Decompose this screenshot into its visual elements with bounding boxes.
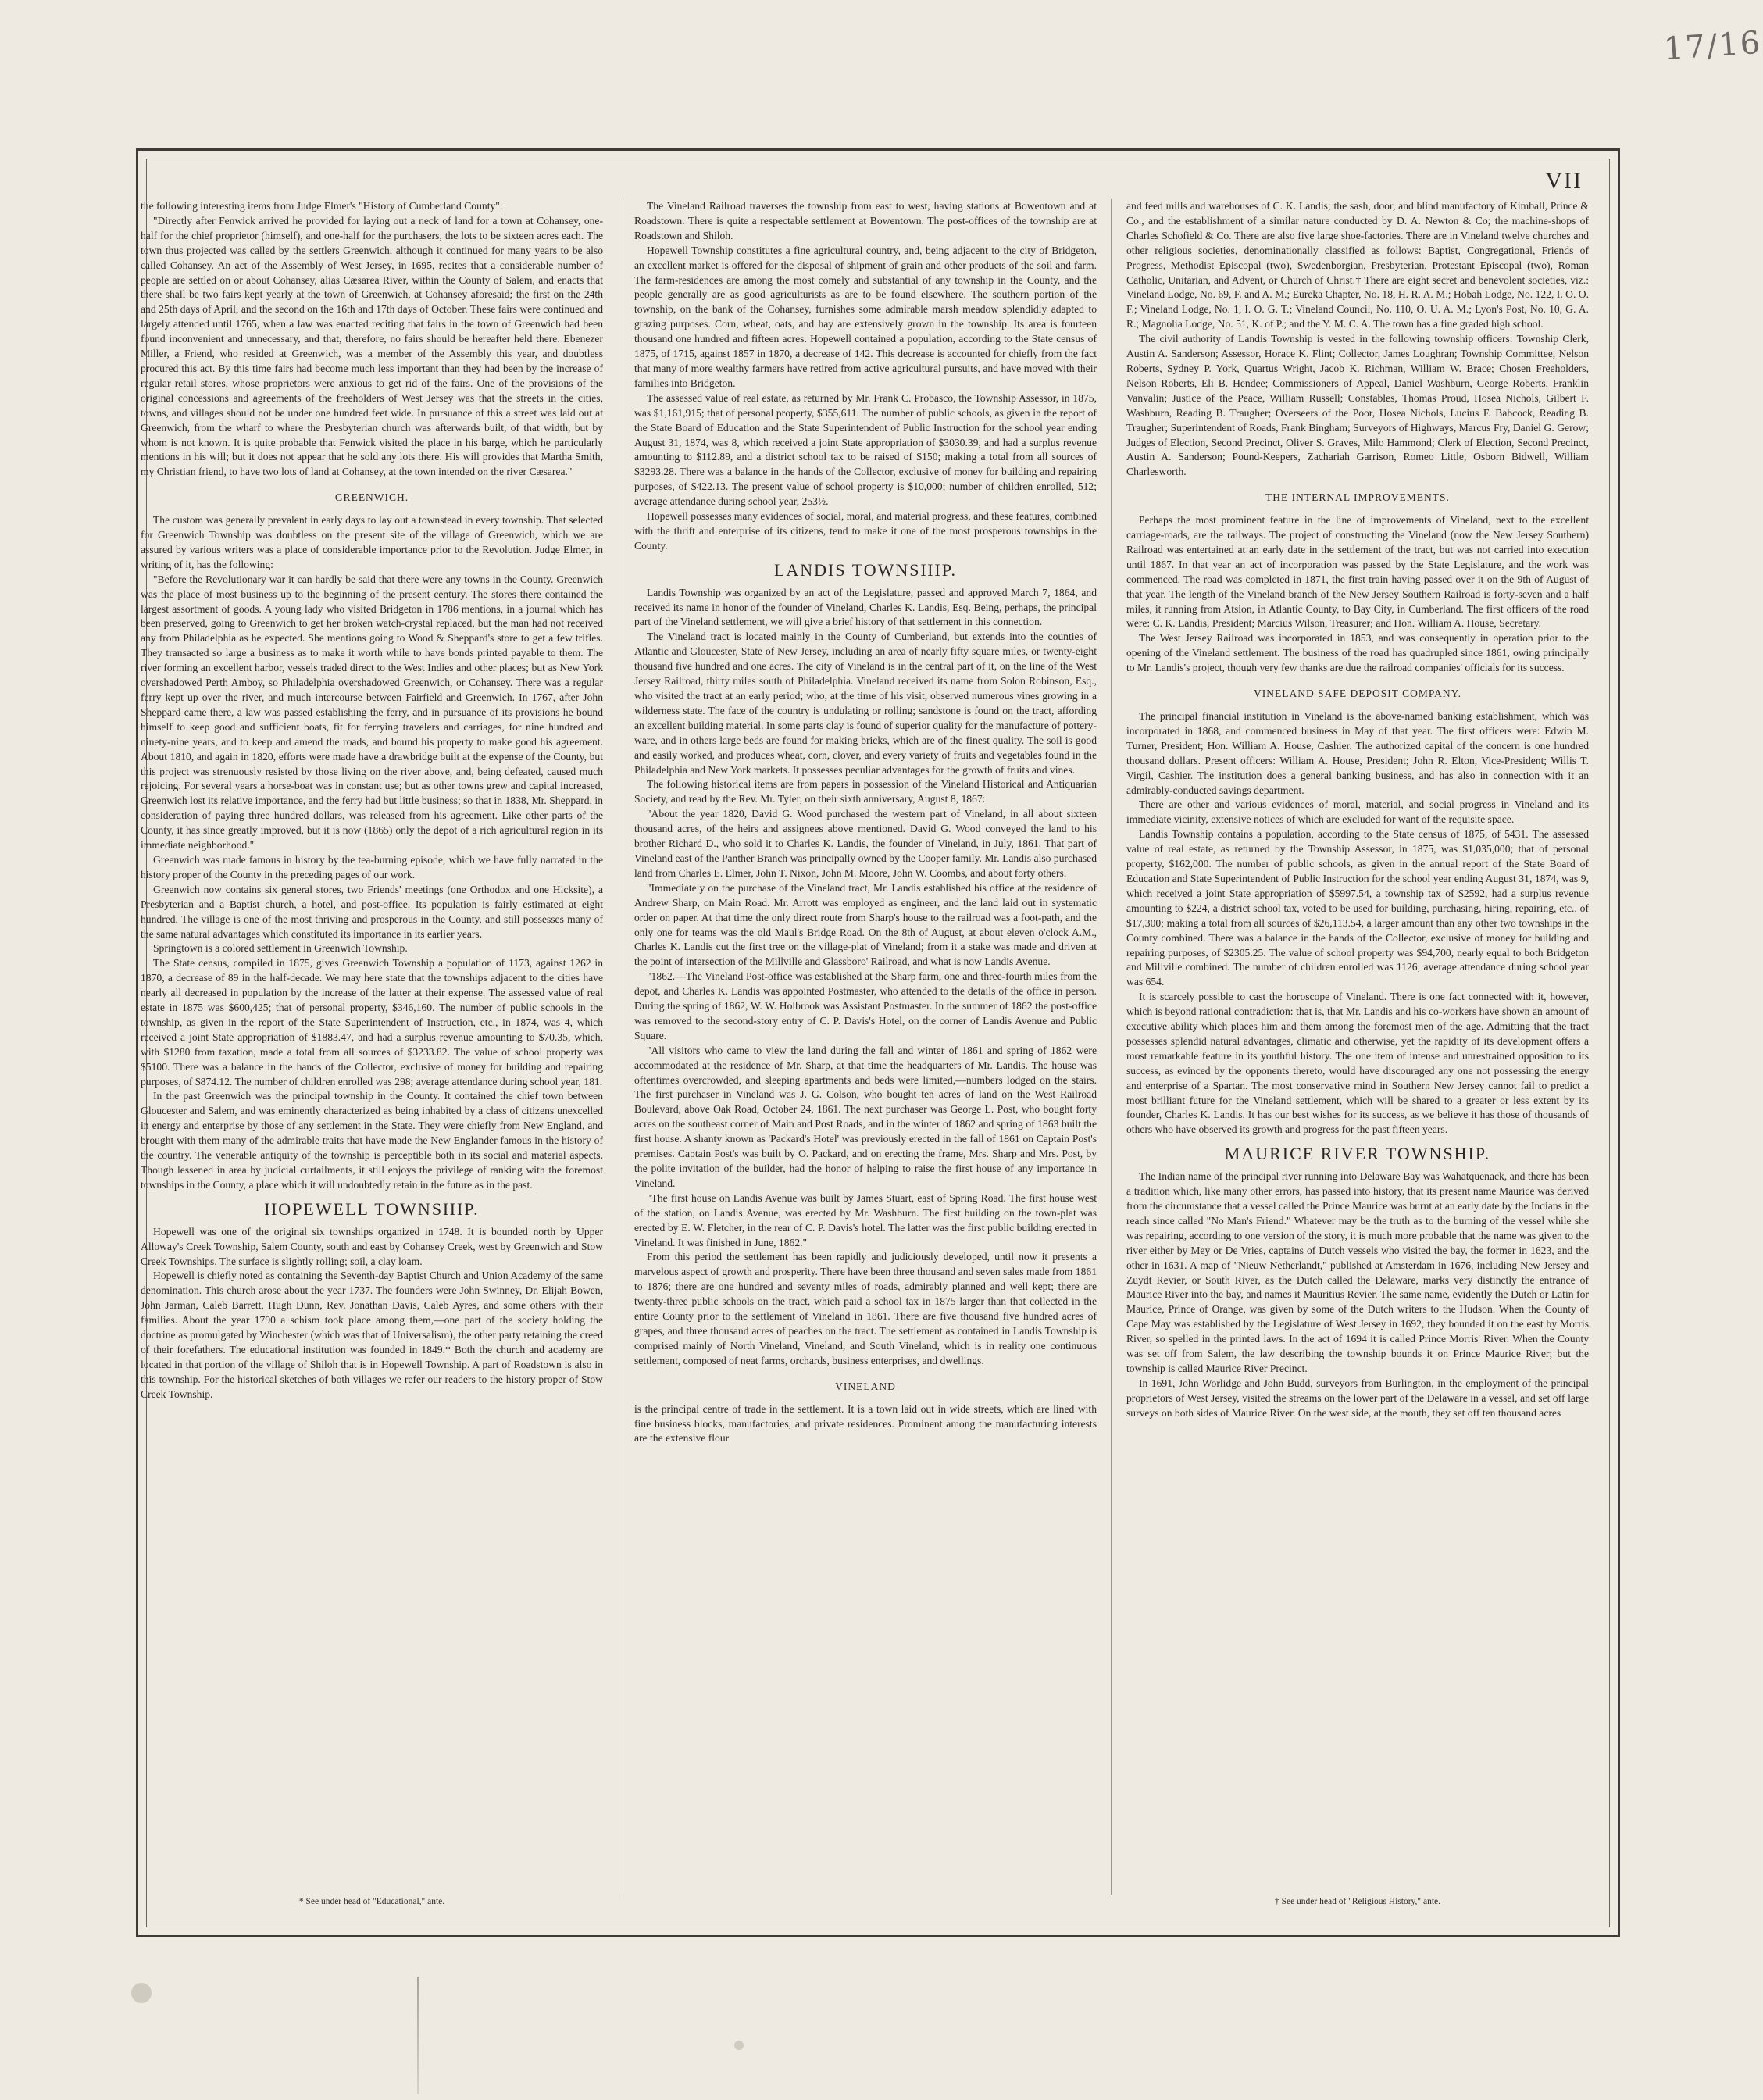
paper-stain <box>734 2041 744 2050</box>
column-2 <box>634 199 1097 1902</box>
paragraph: There are other and various evidences of moral, material, and social progress in Vineland and its immediate vicinity, extensive notices of which are excluded for want of the requisite space. <box>1126 798 1589 826</box>
paper-crease <box>417 1977 419 2094</box>
paragraph: is the principal centre of trade in the settlement. It is a town laid out in wide streets, which are lined with fine business blocks, manufactories, and private residences. Prominent among the manufacturing interests are the extensive flour <box>634 1402 1097 1445</box>
paragraph: In 1691, John Worlidge and John Budd, surveyors from Burlington, in the employment of the principal proprietors of West Jersey, visited the streams on the lower part of the Delaware in a vessel, and set off large surveys on both sides of Maurice River. On the west side, at the mouth, they set off ten thousand acres <box>1126 1377 1589 1419</box>
section-heading-maurice-river: MAURICE RIVER TOWNSHIP. <box>1224 1144 1491 1164</box>
paragraph: The custom was generally prevalent in early days to lay out a townstead in every township. That selected for Greenwich Township was doubtless on the present site of the village of Greenwich, which we are assured by various writers was a place of considerable importance prior to the Revolution. Judge Elmer, in writing of it, has the following: <box>141 514 603 570</box>
paragraph: Hopewell is chiefly noted as containing the Seventh-day Baptist Church and Union Academy of the same denomination. This church arose about the year 1737. The founders were John Swinney, Dr. Elijah Bowen, John Jarman, Caleb Barrett, Hugh Dunn, Rev. Jonathan Davis, Caleb Ayres, and some others with their families. About the year 1790 a schism took place among them,—one part of the society holding the doctrine as promulgated by Winchester (which was that of Universalism), the other party retaining the creed of their forefathers. The educational institution was founded in 1849.* Both the church and academy are located in that portion of the village of Shiloh that is in Hopewell Township. A part of Roadstown is also in this township. For the historical sketches of both villages we refer our readers to the history proper of Stow Creek Township. <box>141 1270 603 1400</box>
section-heading-greenwich: GREENWICH. <box>334 491 409 504</box>
paragraph: "The first house on Landis Avenue was built by James Stuart, east of Spring Road. The first house west of the station, on Landis Avenue, was erected by Mr. Washburn. The first building on the town-plat was erected by E. W. Fletcher, in the rear of C. P. Davis's hotel. The latter was the first public building erected in Vineland. It was finished in June, 1862." <box>634 1191 1097 1248</box>
paragraph: "About the year 1820, David G. Wood purchased the western part of Vineland, in all about sixteen thousand acres, of the heirs and assignees above mentioned. David G. Wood conveyed the land to his brother Richard D., who sold it to Charles K. Landis, the founder of Vineland, in July, 1861. That part of Vineland east of the Panther Branch was principally owned by the Cooper family. Mr. Landis also purchased land from Charles E. Elmer, John T. Nixon, John M. Moore, John W. Coombs, and about forty others. <box>634 808 1097 879</box>
column-3 <box>1126 199 1589 1902</box>
paragraph: Springtown is a colored settlement in Greenwich Township. <box>153 942 408 955</box>
paragraph: The Indian name of the principal river running into Delaware Bay was Wahatquenack, and there has been a tradition which, like many other errors, has passed into history, that its present name Maurice was derived from the circumstance that a vessel called the Prince Maurice was burnt at an early date by the Indians in the reach since called "No Man's Friend." Whatever may be the truth as to the burning of the vessel while she was repairing, according to one version of the story, it is much more probable that the name was given to the river either by Mey or De Vries, captains of Dutch vessels who visited the bay, the former in 1623, and the other in 1631. A map of "Nieuw Netherlandt," published at Amsterdam in 1676, including New Jersey and Zuydt Revier, or South River, as the Dutch called the Delaware, marks very distinctly the entrance of Maurice River into the bay, and names it Mauritius Revier. The same name, evidently the Dutch or Latin for Maurice, Prince of Orange, was given by some of the Dutch writers to the Hudson. When the County of Cape May was established by the Legislature of West Jersey in 1692, they bounded it on the east by Morris River, so spelled in the printed laws. In the act of 1694 it is called Prince Morris' River. When the County was set off from Salem, the law describing the township bounds it on Prince Maurice River; but the township is called Maurice River Precinct. <box>1126 1170 1589 1374</box>
paragraph: Hopewell was one of the original six townships organized in 1748. It is bounded north by Upper Alloway's Creek Township, Salem County, south and east by Cohansey Creek, west by Greenwich and Stow Creek Townships. The surface is slightly rolling; soil, a clay loam. <box>141 1225 603 1267</box>
paper-stain <box>131 1983 152 2003</box>
paragraph: Hopewell possesses many evidences of social, moral, and material progress, and these features, combined with the thrift and enterprise of its citizens, tend to make it one of the most prosperous townships in the County. <box>634 510 1097 552</box>
footnote-religious-history: † See under head of "Religious History," ante. <box>1274 1897 1441 1906</box>
section-heading-hopewell: HOPEWELL TOWNSHIP. <box>264 1198 480 1219</box>
text-columns <box>141 199 1593 1902</box>
handwritten-page-note: 17/16 <box>1662 24 1763 68</box>
paragraph: The State census, compiled in 1875, gives Greenwich Township a population of 1173, against 1262 in 1870, a decrease of 89 in the half-decade. We may here state that the townships adjacent to the cities have nearly all decreased in population by the increase of the latter at their expense. The assessed value of real estate in 1875 was $600,425; that of personal property, $346,160. The number of public schools in the township, as given in the report of the State Superintendent of Instruction, etc., in 1874, was 4, which received a joint State appropriation of $1883.47, and had a surplus revenue amounting to $70.35, which, with $1280 from taxation, made a total from all sources of $3233.82. The value of school property was $5100. There was a balance in the hands of the Collector, exclusive of money for building and repairing purposes, of $874.12. The number of children enrolled was 298; average attendance during school year, 181. <box>141 957 603 1088</box>
section-heading-landis: LANDIS TOWNSHIP. <box>773 559 958 580</box>
paragraph: and feed mills and warehouses of C. K. Landis; the sash, door, and blind manufactory of Kimball, Prince & Co., and the establishment of a similar nature conducted by D. A. Newton & Co; the machine-shops of Charles Schofield & Co. There are also five large shoe-factories. There are in Vineland twelve churches and other religious societies, denominationally classified as follows: Baptist, Congregational, Friends of Progress, Methodist Episcopal (two), Swedenborgian, Presbyterian, Protestant Episcopal (two), Roman Catholic, Unitarian, and Advent, or Church of Christ.† There are eight secret and benevolent societies, viz.: Vineland Lodge, No. 69, F. and A. M.; Eureka Chapter, No. 18, H. R. A. M.; Hobah Lodge, No. 122, I. O. O. F.; Vineland Lodge, No. 1, I. O. G. T.; Vineland Council, No. 110, O. U. A. M.; Lyon's Post, No. 10, G. A. R.; Magnolia Lodge, No. 51, K. of P.; and the Y. M. C. A. The town has a fine graded high school. <box>1126 200 1589 330</box>
paragraph: Landis Township contains a population, according to the State census of 1875, of 5431. The assessed value of real estate, as returned by the Township Assessor, in 1875, was $1,035,000; that of personal property, $162,000. The number of public schools, as given in the annual report of the State Board of Education and State Superintendent of Public Instruction for the school year ending August 31, 1874, was 9, which received a joint State appropriation of $5997.54, a township tax of $2592, had a surplus revenue amounting to $224, a district school tax, voted to be used for building, purchasing, hiring, repairing, etc., of $17,300; making a total from all sources of $26,113.54, a larger amount than any other two townships in the County combined. There was a balance in the hands of the Collector, exclusive of money for building and repairing purposes, of $2305.25. The value of school property was $94,700, nearly equal to both Bridgeton and Millville combined. The number of children enrolled was 1126; average attendance during school year was 654. <box>1126 828 1589 988</box>
paragraph: It is scarcely possible to cast the horoscope of Vineland. There is one fact connected with it, however, which is beyond rational contradiction: that is, that Mr. Landis and his co-workers have shown an amount of executive ability which places him and them among the foremost men of the age. Admitting that the tract possesses splendid natural advantages, climatic and otherwise, yet the rapidity of its development offers a most remarkable feature in its youthful history. The one item of intense and unrestrained opposition to its success, as evinced by the opponents thereto, would have discouraged any one not possessing the energy and enterprise of a Spartan. The most conservative mind in Southern New Jersey cannot fail to predict a most brilliant future for the Vineland settlement, which will be shared to a greater or less extent by its founder, Charles K. Landis. It has our best wishes for its success, as we believe it has those of thousands of others who have observed its growth and progress for the past fifteen years. <box>1126 991 1589 1136</box>
paragraph: The assessed value of real estate, as returned by Mr. Frank C. Probasco, the Township Assessor, in 1875, was $1,161,915; that of personal property, $355,611. The number of public schools, as given in the report of the State Board of Education and the State Superintendent of Public Instruction for the school year ending August 31, 1874, was 8, which received a joint State appropriation of $3030.39, and had a surplus revenue amounting to $112.89, and a district school tax to be raised of $150; making a total from all sources of $3293.28. There was a balance in the hands of the Collector, exclusive of money for building and repairing purposes, of $422.13. The present value of school property is $10,000; number of children enrolled, 512; average attendance during school year, 253½. <box>634 391 1097 508</box>
paragraph: The Vineland Railroad traverses the township from east to west, having stations at Bowentown and at Roadstown. There is quite a respectable settlement at Bowentown. The post-offices of the township are at Roadstown and Shiloh. <box>634 200 1097 241</box>
paragraph: the following interesting items from Judge Elmer's "History of Cumberland County": <box>141 200 503 212</box>
section-heading-vineland: VINELAND <box>835 1380 896 1392</box>
paragraph: From this period the settlement has been rapidly and judiciously developed, until now it presents a marvelous aspect of growth and prosperity. There have been three thousand and seven sales made from 1861 to 1876; there are one hundred and seventy miles of roads, admirably planned and well kept; there are twenty-three public schools on the tract, which paid a school tax in 1875 larger than that collected in the entire County prior to the settlement of Vineland in 1861. There are five thousand five hundred acres of grapes, and three thousand acres of peaches on the tract. The settlement as contained in Landis Township is comprised mainly of North Vineland, Vineland, and South Vineland, which is in reality one continuous settlement, composed of neat farms, orchards, business enterprises, and dwellings. <box>634 1251 1097 1366</box>
page-number: VII <box>1545 168 1583 194</box>
paragraph: Greenwich now contains six general stores, two Friends' meetings (one Orthodox and one Hicksite), a Presbyterian and a Baptist church, a hotel, and post-office. Its population is fairly estimated at eight hundred. The village is one of the most thriving and prosperous in the County, and still possesses many of the same natural advantages which constituted its importance in its earlier years. <box>141 883 603 940</box>
paragraph: The West Jersey Railroad was incorporated in 1853, and was consequently in operation prior to the opening of the Vineland settlement. The business of the road has quadrupled since 1861, owing principally to Mr. Landis's project, though very few thanks are due the railroad companies' officials for its success. <box>1126 632 1589 674</box>
paragraph: In the past Greenwich was the principal township in the County. It contained the chief town between Gloucester and Salem, and was eminently characterized as being inhabited by a class of citizens unexcelled in energy and enterprise by those of any settlement in the State. They were chiefly from New England, and brought with them many of the admirable traits that have made the New Englander famous in the history of the country. The venerable antiquity of the township is perceptible both in its social and material aspects. Though lessened in area by judicial curtailments, it still enjoys the privilege of ranking with the foremost townships in the County, a place which it will undoubtedly retain in the future as in the past. <box>141 1090 603 1191</box>
paragraph: Greenwich was made famous in history by the tea-burning episode, which we have fully narrated in the history proper of the County in the preceding pages of our work. <box>141 853 603 880</box>
paragraph: "All visitors who came to view the land during the fall and winter of 1861 and spring of 1862 were accommodated at the residence of Mr. Sharp, at that time the headquarters of Mr. Landis. The house was oftentimes overcrowded, and sleeping apartments and beds were limited,—numbers lodged on the stairs. The first purchaser in Vineland was J. G. Colson, who bought ten acres of land on the West Railroad Boulevard, above Oak Road, October 24, 1861. The next purchaser was George L. Post, who bought forty acres on the southeast corner of Main and Post Roads, and in the winter of 1862 and spring of 1863 built the first house. A shanty known as 'Packard's Hotel' was previously erected in the fall of 1861 on Captain Post's premises. Captain Post's was built by O. Packard, and on erecting the frame, Mrs. Sharp and Mrs. Post, by the polite invitation of the builder, had the honor of helping to raise the first house of any importance in Vineland. <box>634 1044 1097 1189</box>
footnote-educational: * See under head of "Educational," ante. <box>298 1897 445 1906</box>
paragraph: The Vineland tract is located mainly in the County of Cumberland, but extends into the counties of Atlantic and Gloucester, State of New Jersey, including an area of nearly fifty square miles, or twenty-eight thousand five hundred and one acres. The city of Vineland is in the central part of it, on the line of the West Jersey Railroad, thirty miles south of Philadelphia. Vineland received its name from Solon Robinson, Esq., who visited the tract at an early period; who, at the time of his visit, observed numerous vines growing in a wilderness state. The face of the country is undulating or rolling; sandstone is found on the tract, affording an excellent building material. In some parts clay is found of superior quality for the manufacture of pottery-ware, and in others large beds are found for making bricks, which are of the finest quality. The soil is good and easily worked, and produces wheat, corn, clover, and every variety of fruits and vegetables found in the Philadelphia and New York markets. It possesses peculiar advantages for the growth of fruits and vines. <box>634 630 1097 776</box>
paragraph: The civil authority of Landis Township is vested in the following township officers: Township Clerk, Austin A. Sanderson; Assessor, Horace K. Flint; Collector, James Loughran; Township Committee, Nelson Roberts, Sydney P. York, Quartus Wright, Jacob K. Richman, William W. Brace; Chosen Freeholders, Nelson Roberts, Eli B. Hendee; Commissioners of Appeal, Daniel Washburn, George Roberts, Franklin Vanvalin; Justice of the Peace, William Russell; Constables, Thomas Proud, Hosea Nichols, Gilbert F. Washburn, Reading B. Traugher; Overseers of the Poor, Hosea Nichols, Lucius F. Babcock, Reading B. Traugher; Superintendent of Roads, Frank Bingham; Surveyors of Highways, Marcus Fry, Daniel G. Gerow; Judges of Election, Second Precinct, Oliver S. Graves, Milo Hammond; Clerk of Election, Second Precinct, Austin A. Sanderson; Pound-Keepers, Zachariah Garrison, Romeo Little, Osborn Bidwell, William Charlesworth. <box>1126 333 1589 478</box>
paragraph: The principal financial institution in Vineland is the above-named banking establishment, which was incorporated in 1868, and commenced business in May of that year. The first officers were: Edwin M. Turner, President; Hon. William A. House, Cashier. The authorized capital of the concern is one hundred thousand dollars. Present officers: William A. House, President; John R. Elton, Vice-President; Willis T. Virgil, Cashier. The institution does a general banking business, and has also in connection with it an admirably-conducted savings department. <box>1126 710 1589 796</box>
paragraph: Perhaps the most prominent feature in the line of improvements of Vineland, next to the excellent carriage-roads, are the railways. The project of constructing the Vineland (now the New Jersey Southern) Railroad was entertained at an early date in the settlement of the tract, but was not carried into execution until 1867. In that year an act of incorporation was passed by the State Legislature, and the work was commenced. The road was completed in 1871, the first train having passed over it on the 9th of August of that year. The length of the Vineland branch of the New Jersey Southern Railroad is forty-seven and a half miles, it running from Atsion, in Atlantic County, to Bay City, in Cumberland. The first officers of the road were: C. K. Landis, President; Marcius Wilson, Treasurer; and Hon. William A. House, Secretary. <box>1126 514 1589 630</box>
paragraph: "Immediately on the purchase of the Vineland tract, Mr. Landis established his office at the residence of Andrew Sharp, on Main Road. Mr. Arrott was employed as engineer, and the land laid out in systematic order on paper. At that time the only direct route from Sharp's house to the railroad was a foot-path, and the only one for teams was the old Maul's Bridge Road. On the 8th of August, at about eleven o'clock A.M., Charles K. Landis cut the first tree on the village-plat of Vineland; from it a stake was made and driven at the point of intersection of the Millville and Glassboro' Railroad, and what is now Landis Avenue. <box>634 881 1097 968</box>
paragraph: "Directly after Fenwick arrived he provided for laying out a neck of land for a town at Cohansey, one-half for the chief proprietor (himself), and one-half for the purchasers, the lots to be sixteen acres each. The town thus projected was called by the settlers Greenwich, although it continued for many years to be also called Cohansey. An act of the Assembly of West Jersey, in 1695, recites that a considerable number of people are settled on or about Cohansey, alias Cæsarea River, within the County of Salem, and enacts that there shall be two fairs kept yearly at the town of Greenwich, at Cohansey aforesaid; the first on the 24th and 25th days of April, and the second on the 16th and 17th days of October. These fairs were continued and largely attended until 1765, when a law was enacted reciting that fairs in the town of Greenwich had been found inconvenient and unnecessary, and that, therefore, no fairs should be hereafter held there. Ebenezer Miller, a Friend, who resided at Greenwich, was a member of the Assembly this year, and doubtless procured this act. By this time fairs had become much less important than they had been by the increase of regular retail stores, whose proprietors were anxious to get rid of the fairs. One of the provisions of the original concessions and agreements of the freeholders of West Jersey was that the streets in the cities, towns, and villages should not be under one hundred feet wide. In pursuance of this a street was laid out at Greenwich, from the wharf to where the Presbyterian church was afterwards built, of that width, but by whom is not known. It is quite probable that Fenwick visited the place in his barge, which he particularly mentions in his will; but it does not appear that he sold any lots there. His will provides that Martha Smith, my Christian friend, to have two lots of land at Cohansey, at the town intended on the river Cæsarea." <box>141 214 603 478</box>
paragraph: Hopewell Township constitutes a fine agricultural country, and, being adjacent to the city of Bridgeton, an excellent market is offered for the disposal of shipment of grain and other products of the soil and farm. The farm-residences are among the most comely and substantial of any township in the County, and the people generally are as good agriculturists as are to be found elsewhere. The southern portion of the township, on the bank of the Cohansey, furnishes some admirable marsh meadow splendidly adapted to grazing purposes. Corn, wheat, oats, and hay are extensively grown in the township. Its area is fourteen thousand one hundred and fifteen acres. Hopewell contained a population, according to the State census of 1875, of 1715, against 1857 in 1870, a decrease of 142. This decrease is accounted for chiefly from the fact that many of more wealthy farmers have retired from active agricultural pursuits, and have moved with their families into Bridgeton. <box>634 244 1097 389</box>
section-heading-internal-improvements: THE INTERNAL IMPROVEMENTS. <box>1265 491 1450 504</box>
paragraph: Landis Township was organized by an act of the Legislature, passed and approved March 7, 1864, and received its name in honor of the founder of Vineland, Charles K. Landis, Esq. Being, perhaps, the principal part of the Vineland settlement, we will give a brief history of that settlement in this connection. <box>634 586 1097 628</box>
paragraph: "1862.—The Vineland Post-office was established at the Sharp farm, one and three-fourth miles from the depot, and Charles K. Landis was appointed Postmaster, who attended to the details of the office in person. During the spring of 1862, W. W. Holbrook was Assistant Postmaster. In the summer of 1862 the post-office was removed to the second-story entry of C. P. Davis's Hotel, on the corner of Landis Avenue and Public Square. <box>634 970 1097 1041</box>
section-heading-safe-deposit: VINELAND SAFE DEPOSIT COMPANY. <box>1253 688 1462 700</box>
paragraph: The following historical items are from papers in possession of the Vineland Historical and Antiquarian Society, and read by the Rev. Mr. Tyler, on their sixth anniversary, August 8, 1867: <box>634 778 1097 805</box>
column-1 <box>141 199 603 1902</box>
paragraph: "Before the Revolutionary war it can hardly be said that there were any towns in the County. Greenwich was the place of most business up to the beginning of the present century. The stores there contained the largest assortment of goods. A young lady who visited Bridgeton in 1786 mentions, in a journal which has been preserved, going to Greenwich to get her broken watch-crystal replaced, but the man had not received any from Philadelphia as he expected. She mentions going to Wood & Sheppard's store to get a few trifles. They transacted so large a business as to make it worth while to have bonds printed payable to them. The river forming an excellent harbor, vessels traded direct to the West Indies and other places; but as New York overshadowed Perth Amboy, so Philadelphia overshadowed Greenwich, or Cohansey. There was a regular ferry kept up over the river, and much intercourse between Fairfield and Greenwich. In 1767, after John Sheppard came there, a law was passed establishing the ferry, and in pursuance of its provisions he bound himself to keep good and sufficient boats, fit for ferrying travelers and carriages, for nine hundred and ninety-nine years, and to keep and amend the roads, and bound his property to make good his agreement. About 1810, and again in 1820, efforts were made have a drawbridge built at the expense of the County, but this project was strenuously resisted by those living on the river above, and, being defeated, caused much rejoicing. For several years a horse-boat was in constant use; but as other towns grew and capital increased, Greenwich lost its relative importance, and the ferry had but little business; so that in 1838, Mr. Sheppard, in consideration of paying three hundred dollars, was released from his agreement. Like other parts of the County, it has since greatly improved, but it is now (1865) only the depot of a rich agricultural region in its immediate neighborhood." <box>141 573 603 852</box>
